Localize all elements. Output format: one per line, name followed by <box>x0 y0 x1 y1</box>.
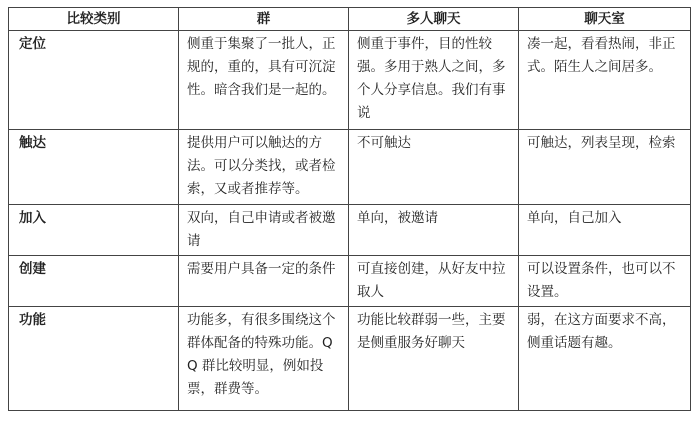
header-category: 比较类别 <box>9 8 179 31</box>
header-group: 群 <box>179 8 349 31</box>
table-row-reach <box>9 129 691 204</box>
row-label: 触达 <box>9 129 179 204</box>
row-label: 功能 <box>9 306 179 410</box>
comparison-table-container <box>8 7 690 411</box>
cell-chatroom: 可以设置条件，也可以不设置。 <box>519 255 691 306</box>
header-chatroom: 聊天室 <box>519 8 691 31</box>
comparison-table <box>8 7 691 411</box>
table-row-join <box>9 204 691 255</box>
cell-chatroom: 凑一起，看看热闹，非正式。陌生人之间居多。 <box>519 31 691 130</box>
row-label: 定位 <box>9 31 179 130</box>
cell-chatroom: 单向，自己加入 <box>519 204 691 255</box>
table-row-positioning <box>9 31 691 130</box>
cell-multi-chat: 单向，被邀请 <box>349 204 519 255</box>
row-label: 加入 <box>9 204 179 255</box>
cell-chatroom: 可触达，列表呈现，检索 <box>519 129 691 204</box>
cell-group: 功能多，有很多围绕这个群体配备的特殊功能。QQ 群比较明显，例如投票，群费等。 <box>179 306 349 410</box>
cell-group: 侧重于集聚了一批人，正规的，重的，具有可沉淀性。暗含我们是一起的。 <box>179 31 349 130</box>
cell-multi-chat: 不可触达 <box>349 129 519 204</box>
cell-multi-chat: 侧重于事件，目的性较强。多用于熟人之间，多个人分享信息。我们有事说 <box>349 31 519 130</box>
header-row <box>9 8 691 31</box>
table-header <box>9 8 691 31</box>
cell-multi-chat: 可直接创建，从好友中拉取人 <box>349 255 519 306</box>
cell-chatroom: 弱，在这方面要求不高，侧重话题有趣。 <box>519 306 691 410</box>
header-multi-chat: 多人聊天 <box>349 8 519 31</box>
table-body <box>9 31 691 411</box>
table-row-features <box>9 306 691 410</box>
row-label: 创建 <box>9 255 179 306</box>
cell-multi-chat: 功能比较群弱一些，主要是侧重服务好聊天 <box>349 306 519 410</box>
table-row-create <box>9 255 691 306</box>
cell-group: 提供用户可以触达的方法。可以分类找，或者检索，又或者推荐等。 <box>179 129 349 204</box>
cell-group: 需要用户具备一定的条件 <box>179 255 349 306</box>
cell-group: 双向，自己申请或者被邀请 <box>179 204 349 255</box>
